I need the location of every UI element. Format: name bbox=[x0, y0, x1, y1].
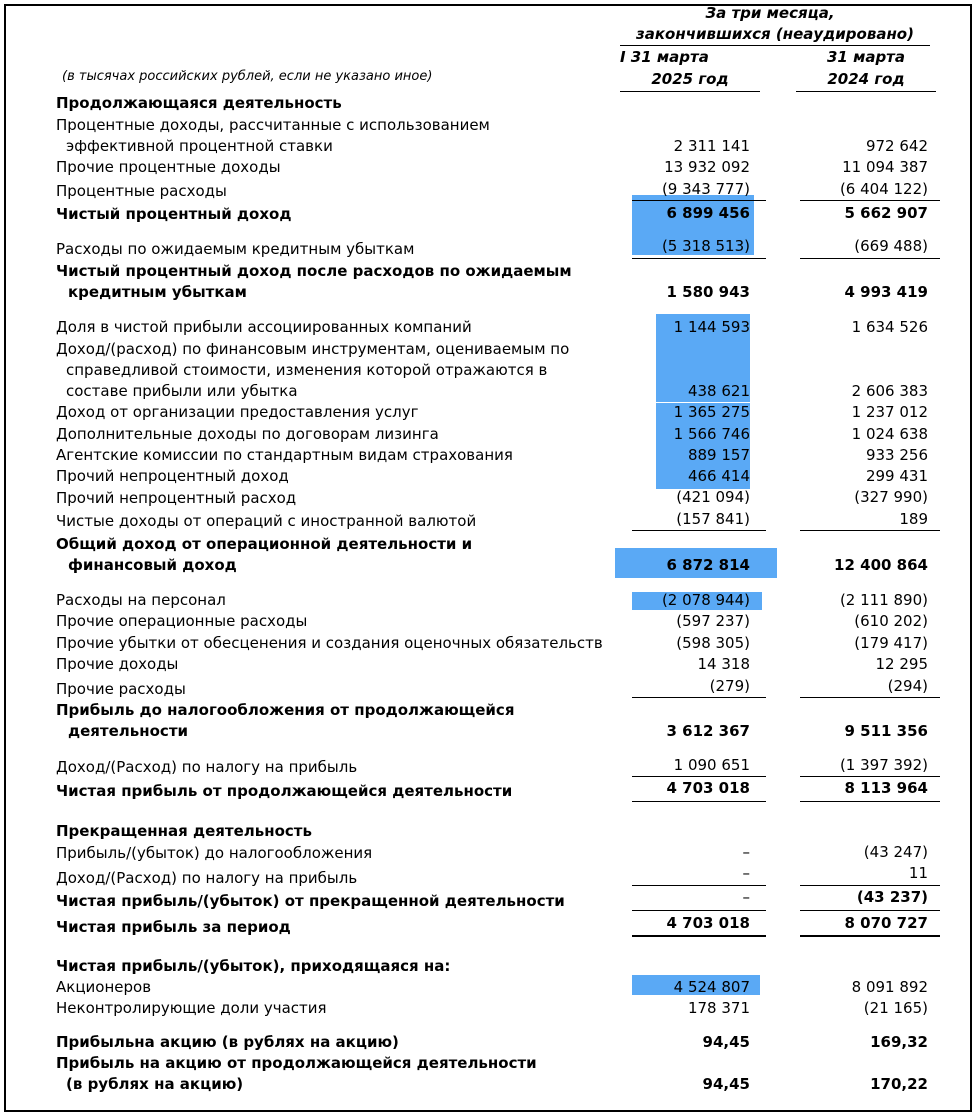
row-label: Прибыль на акцию от продолжающейся деятельности bbox=[56, 1054, 537, 1072]
row-value-2024: (1 397 392) bbox=[839, 756, 928, 774]
row-value-2024: 933 256 bbox=[865, 446, 928, 464]
units-note: (в тысячах российских рублей, если не указано иное) bbox=[62, 69, 433, 84]
subtotal-rule bbox=[800, 910, 940, 911]
subtotal-rule bbox=[632, 885, 766, 886]
row-label: Чистая прибыль за период bbox=[56, 918, 291, 936]
row-value-2025: – bbox=[742, 888, 750, 906]
subtotal-rule bbox=[800, 697, 940, 698]
row-value-2025: 438 621 bbox=[687, 382, 750, 400]
row-value-2025: (421 094) bbox=[676, 488, 750, 506]
row-label: Чистый процентный доход bbox=[56, 205, 292, 223]
row-value-2025: 1 566 746 bbox=[673, 425, 750, 443]
row-value-2024: 11 bbox=[908, 864, 928, 882]
row-label: Процентные доходы, рассчитанные с использованием bbox=[56, 116, 490, 134]
row-value-2024: 4 993 419 bbox=[844, 283, 928, 301]
subtotal-rule bbox=[632, 776, 766, 777]
row-label: Неконтролирующие доли участия bbox=[56, 999, 327, 1017]
row-label: (в рублях на акцию) bbox=[66, 1075, 244, 1093]
row-value-2025: (157 841) bbox=[676, 510, 750, 528]
row-value-2024: 5 662 907 bbox=[844, 204, 928, 222]
row-value-2025: (2 078 944) bbox=[661, 591, 750, 609]
row-value-2024: 8 070 727 bbox=[844, 914, 928, 932]
row-value-2025: 178 371 bbox=[687, 999, 750, 1017]
row-label: финансовый доход bbox=[68, 556, 237, 574]
row-label: кредитным убыткам bbox=[68, 283, 247, 301]
row-value-2024: 2 606 383 bbox=[851, 382, 928, 400]
total-rule bbox=[800, 801, 940, 802]
row-value-2024: 8 091 892 bbox=[851, 978, 928, 996]
row-value-2024: (21 165) bbox=[863, 999, 928, 1017]
row-label: Доход/(Расход) по налогу на прибыль bbox=[56, 869, 358, 887]
row-label: Прочие процентные доходы bbox=[56, 158, 281, 176]
row-value-2025: 4 524 807 bbox=[673, 978, 750, 996]
row-value-2024: 299 431 bbox=[865, 467, 928, 485]
row-value-2025: 6 899 456 bbox=[666, 204, 750, 222]
row-value-2025: (598 305) bbox=[676, 634, 750, 652]
row-value-2025: (5 318 513) bbox=[661, 237, 750, 255]
row-value-2024: 12 295 bbox=[875, 655, 928, 673]
row-value-2024: 189 bbox=[899, 510, 928, 528]
row-label: Чистая прибыль/(убыток) от прекращенной деятельности bbox=[56, 892, 565, 910]
row-value-2025: 1 580 943 bbox=[666, 283, 750, 301]
subtotal-rule bbox=[800, 258, 940, 259]
subtotal-rule bbox=[800, 530, 940, 531]
period-header-line1: За три месяца, bbox=[705, 4, 835, 22]
row-value-2024: (6 404 122) bbox=[839, 180, 928, 198]
row-label: Чистый процентный доход после расходов по ожидаемым bbox=[56, 262, 572, 280]
row-label: Доход от организации предоставления услуг bbox=[56, 403, 419, 421]
row-value-2025: 3 612 367 bbox=[666, 722, 750, 740]
row-value-2024: (179 417) bbox=[854, 634, 928, 652]
row-label: Прочий непроцентный расход bbox=[56, 489, 297, 507]
row-value-2025: – bbox=[742, 864, 750, 882]
row-value-2025: 14 318 bbox=[697, 655, 750, 673]
subtotal-rule bbox=[632, 200, 766, 201]
row-value-2024: (43 247) bbox=[863, 843, 928, 861]
row-value-2025: 889 157 bbox=[687, 446, 750, 464]
subtotal-rule bbox=[632, 910, 766, 911]
row-value-2025: 6 872 814 bbox=[666, 556, 750, 574]
header-rule bbox=[620, 45, 930, 46]
row-value-2024: 11 094 387 bbox=[842, 158, 928, 176]
row-value-2024: 9 511 356 bbox=[844, 722, 928, 740]
col2-header-line1: 31 марта bbox=[826, 48, 906, 66]
row-value-2025: 13 932 092 bbox=[664, 158, 750, 176]
row-value-2025: 1 365 275 bbox=[673, 403, 750, 421]
row-value-2024: (43 237) bbox=[856, 888, 928, 906]
row-label: Прочие доходы bbox=[56, 655, 179, 673]
row-value-2025: 4 703 018 bbox=[666, 779, 750, 797]
row-value-2024: 169,32 bbox=[870, 1033, 928, 1051]
subtotal-rule bbox=[800, 200, 940, 201]
row-value-2025: 2 311 141 bbox=[673, 137, 750, 155]
total-rule bbox=[800, 935, 940, 937]
row-value-2024: (610 202) bbox=[854, 612, 928, 630]
row-label: Чистая прибыль от продолжающейся деятельности bbox=[56, 782, 513, 800]
row-value-2025: 94,45 bbox=[702, 1033, 750, 1051]
row-label: Процентные расходы bbox=[56, 182, 227, 200]
subtotal-rule bbox=[800, 885, 940, 886]
col2-header-rule bbox=[796, 91, 936, 92]
row-label: Прибыль до налогообложения от продолжающейся bbox=[56, 701, 515, 719]
row-value-2024: 1 024 638 bbox=[851, 425, 928, 443]
row-value-2025: (597 237) bbox=[676, 612, 750, 630]
row-value-2024: (294) bbox=[887, 677, 928, 695]
row-value-2025: 1 144 593 bbox=[673, 318, 750, 336]
row-label: Доход/(расход) по финансовым инструментам, оцениваемым по bbox=[56, 340, 570, 358]
subtotal-rule bbox=[632, 530, 766, 531]
period-header-line2: закончившихся (неаудировано) bbox=[636, 25, 914, 43]
row-label: составе прибыли или убытка bbox=[66, 382, 298, 400]
row-label: справедливой стоимости, изменения которой отражаются в bbox=[66, 361, 548, 379]
row-value-2025: – bbox=[742, 843, 750, 861]
row-value-2024: 972 642 bbox=[865, 137, 928, 155]
row-label: деятельности bbox=[68, 722, 189, 740]
col1-header-line1: I 31 марта bbox=[620, 48, 709, 66]
row-label: Чистые доходы от операций с иностранной валютой bbox=[56, 512, 477, 530]
row-label: Прибыль/(убыток) до налогообложения bbox=[56, 844, 373, 862]
col1-header-line2: 2025 год bbox=[651, 70, 729, 88]
row-label: Доход/(Расход) по налогу на прибыль bbox=[56, 758, 358, 776]
row-label: Расходы по ожидаемым кредитным убыткам bbox=[56, 240, 415, 258]
subtotal-rule bbox=[632, 697, 766, 698]
subtotal-rule bbox=[632, 258, 766, 259]
row-value-2024: 170,22 bbox=[870, 1075, 928, 1093]
row-value-2025: 466 414 bbox=[687, 467, 750, 485]
row-label: Прочие операционные расходы bbox=[56, 612, 308, 630]
row-value-2024: 12 400 864 bbox=[834, 556, 928, 574]
row-label: Продолжающаяся деятельность bbox=[56, 94, 342, 112]
row-label: Расходы на персонал bbox=[56, 591, 226, 609]
row-label: Доля в чистой прибыли ассоциированных компаний bbox=[56, 318, 472, 336]
total-rule bbox=[632, 935, 766, 937]
row-label: Дополнительные доходы по договорам лизинга bbox=[56, 425, 439, 443]
total-rule bbox=[632, 801, 766, 802]
row-value-2025: 94,45 bbox=[702, 1075, 750, 1093]
row-value-2024: 8 113 964 bbox=[844, 779, 928, 797]
row-value-2025: 4 703 018 bbox=[666, 914, 750, 932]
row-label: Прочий непроцентный доход bbox=[56, 467, 289, 485]
row-label: Прочие убытки от обесценения и создания оценочных обязательств bbox=[56, 634, 603, 652]
row-value-2024: (669 488) bbox=[854, 237, 928, 255]
row-label: Прибыльна акцию (в рублях на акцию) bbox=[56, 1033, 399, 1051]
row-value-2025: (9 343 777) bbox=[661, 180, 750, 198]
row-label: Прекращенная деятельность bbox=[56, 822, 312, 840]
row-label: Акционеров bbox=[56, 978, 152, 996]
row-value-2024: (2 111 890) bbox=[839, 591, 928, 609]
row-label: Агентские комиссии по стандартным видам страхования bbox=[56, 446, 513, 464]
row-value-2025: (279) bbox=[709, 677, 750, 695]
subtotal-rule bbox=[800, 776, 940, 777]
row-value-2024: 1 237 012 bbox=[851, 403, 928, 421]
row-label: Общий доход от операционной деятельности и bbox=[56, 535, 473, 553]
row-label: Чистая прибыль/(убыток), приходящаяся на: bbox=[56, 957, 451, 975]
row-value-2024: (327 990) bbox=[854, 488, 928, 506]
col2-header-line2: 2024 год bbox=[827, 70, 905, 88]
row-value-2025: 1 090 651 bbox=[673, 756, 750, 774]
row-value-2024: 1 634 526 bbox=[851, 318, 928, 336]
row-label: Прочие расходы bbox=[56, 680, 186, 698]
col1-header-rule bbox=[620, 91, 760, 92]
row-label: эффективной процентной ставки bbox=[66, 137, 333, 155]
